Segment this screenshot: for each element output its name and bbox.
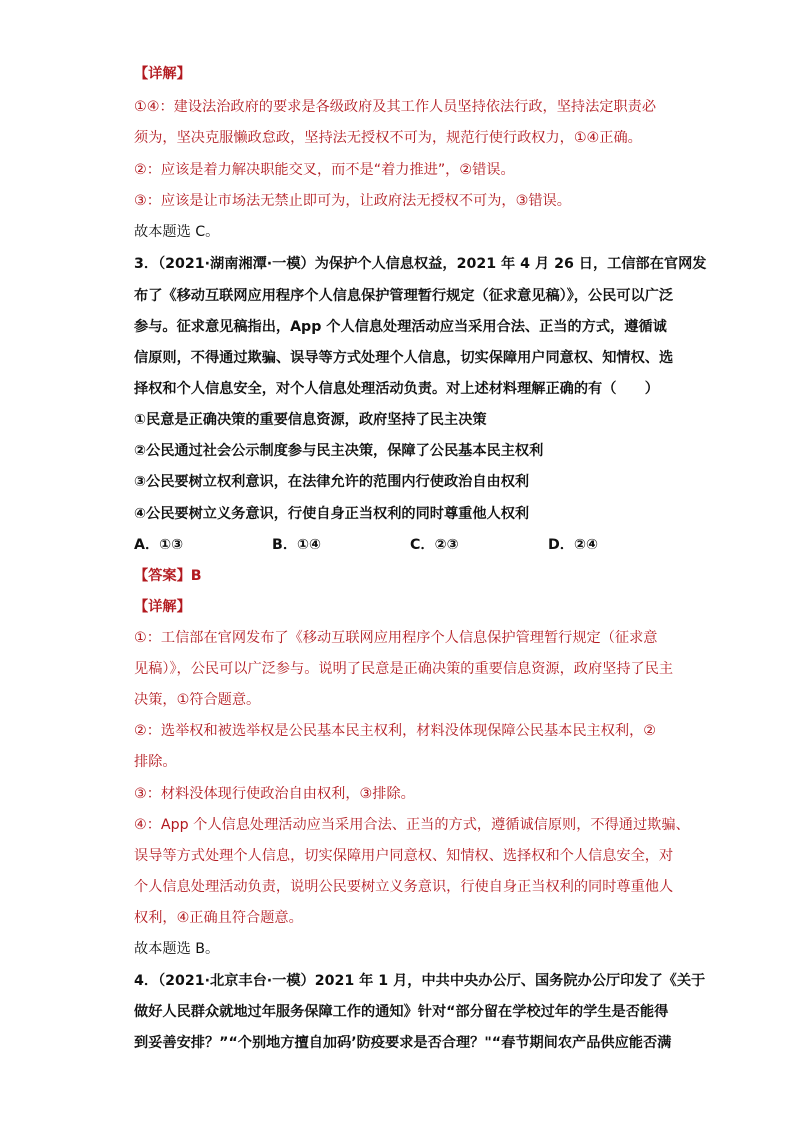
q2-conclusion: 故本题选 C。 <box>134 224 220 240</box>
q3-detail-label: 【详解】 <box>134 599 191 615</box>
q4-stem-line: 到妥善安排？”“个别地方擅自加码’防疫要求是否合理？"“春节期间农产品供应能否满 <box>134 1035 672 1051</box>
q2-explanation-line: 须为，坚决克服懒政怠政，坚持法无授权不可为，规范行使行政权力，①④正确。 <box>134 130 642 146</box>
q2-detail-label: 【详解】 <box>134 66 191 82</box>
q3-item: ②公民通过社会公示制度参与民主决策，保障了公民基本民主权利 <box>134 443 544 459</box>
q3-answer <box>134 566 202 586</box>
q2-explanation-line: ③：应该是让市场法无禁止即可为，让政府法无授权不可为，③错误。 <box>134 193 571 209</box>
q3-explanation-line: ②：选举权和被选举权是公民基本民主权利，材料没体现保障公民基本民主权利，② <box>134 723 657 739</box>
q3-conclusion: 故本题选 B。 <box>134 941 220 957</box>
q3-stem-line: 布了《移动互联网应用程序个人信息保护管理暂行规定（征求意见稿）》，公民可以广泛 <box>134 288 674 304</box>
q3-option-c: C．②③ <box>410 537 459 553</box>
q2-explanation-line: ①④：建设法治政府的要求是各级政府及其工作人员坚持依法行政，坚持法定职责必 <box>134 99 657 115</box>
q3-explanation-line: 权利，④正确且符合题意。 <box>134 910 303 926</box>
q3-explanation-line: ①：工信部在官网发布了《移动互联网应用程序个人信息保护管理暂行规定（征求意 <box>134 630 658 646</box>
q3-stem-line: 3．（2021·湖南湘潭·一模）为保护个人信息权益，2021 年 4 月 26 日，工信部在官网发 <box>134 256 707 272</box>
q3-explanation-line: 误导等方式处理个人信息，切实保障用户同意权、知情权、选择权和个人信息安全，对 <box>134 848 674 864</box>
q3-stem-line: 择权和个人信息安全，对个人信息处理活动负责。对上述材料理解正确的有（ ） <box>134 381 659 397</box>
q3-explanation-line: 排除。 <box>134 754 177 770</box>
q2-explanation-line: ②：应该是着力解决职能交叉，而不是“着力推进”，②错误。 <box>134 162 515 178</box>
q3-item: ③公民要树立权利意识，在法律允许的范围内行使政治自由权利 <box>134 474 530 490</box>
q4-stem-line: 做好人民群众就地过年服务保障工作的通知》针对“部分留在学校过年的学生是否能得 <box>134 1004 669 1020</box>
q3-item: ④公民要树立义务意识，行使自身正当权利的同时尊重他人权利 <box>134 506 530 522</box>
q3-stem-line: 信原则，不得通过欺骗、误导等方式处理个人信息，切实保障用户同意权、知情权、选 <box>134 350 674 366</box>
q3-explanation-line: ④：App 个人信息处理活动应当采用合法、正当的方式，遵循诚信原则，不得通过欺骗、 <box>134 817 690 833</box>
q3-explanation-line: 见稿）》，公民可以广泛参与。说明了民意是正确决策的重要信息资源，政府坚持了民主 <box>134 661 674 677</box>
q3-item: ①民意是正确决策的重要信息资源，政府坚持了民主决策 <box>134 412 487 428</box>
q4-stem-line: 4．（2021·北京丰台·一模）2021 年 1 月，中共中央办公厅、国务院办公厅印发了《关于 <box>134 973 706 989</box>
q3-option-a: A．①③ <box>134 537 184 553</box>
q3-explanation-line: 个人信息处理活动负责，说明公民要树立义务意识，行使自身正当权利的同时尊重他人 <box>134 879 674 895</box>
q3-explanation-line: ③：材料没体现行使政治自由权利，③排除。 <box>134 786 415 802</box>
q3-option-d: D．②④ <box>548 537 598 553</box>
q3-option-b: B．①④ <box>272 537 322 553</box>
q3-stem-line: 参与。征求意见稿指出，App 个人信息处理活动应当采用合法、正当的方式，遵循诚 <box>134 319 667 335</box>
q3-answer-text: 【答案】B <box>134 568 202 584</box>
q3-explanation-line: 决策，①符合题意。 <box>134 692 261 708</box>
